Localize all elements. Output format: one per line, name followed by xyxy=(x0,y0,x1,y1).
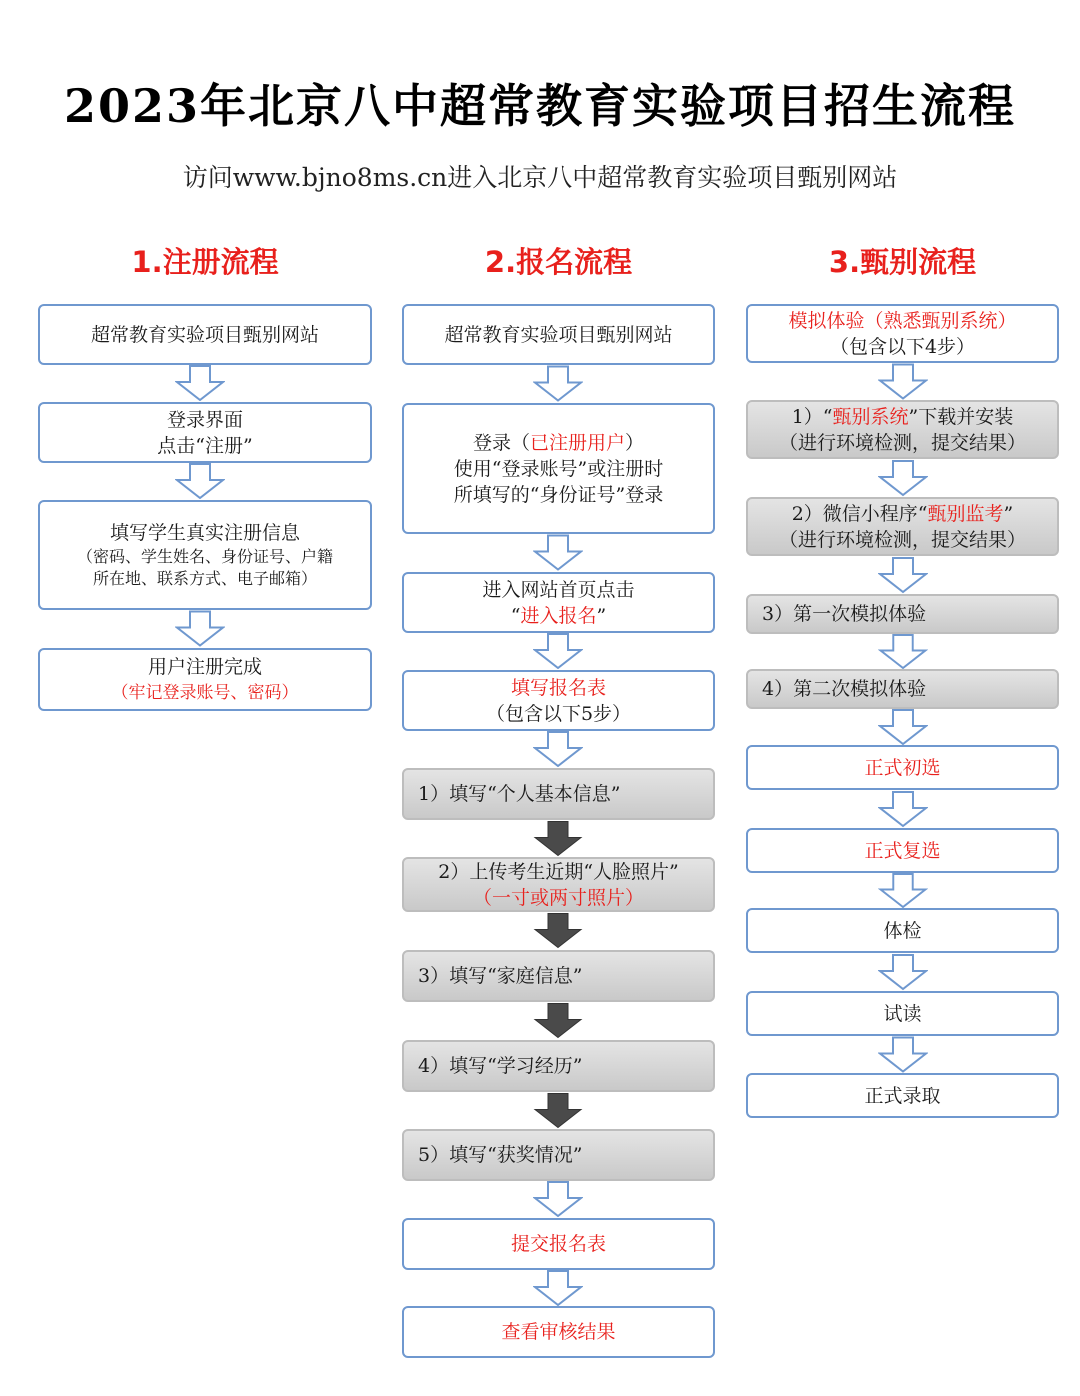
scr-step-second-selection xyxy=(746,828,1059,873)
scr-step-admission-text: 正式录取 xyxy=(864,1084,941,1107)
down-arrow-solid-icon xyxy=(533,912,583,949)
heading-screening: 3.甄别流程 xyxy=(828,245,977,279)
down-arrow-icon xyxy=(878,790,928,828)
page-title: 2023年北京八中超常教育实验项目招生流程 xyxy=(63,79,1017,133)
app-step-homepage-enter-registration: 进入报名 xyxy=(520,604,597,627)
down-arrow-icon xyxy=(878,363,928,400)
app-step-submit-text: 提交报名表 xyxy=(510,1233,606,1255)
app-step-homepage-quote-close: ” xyxy=(596,604,607,627)
page-subtitle: 访问www.bjno8ms.cn进入北京八中超常教育实验项目甄别网站 xyxy=(182,163,898,192)
down-arrow-icon xyxy=(533,633,583,669)
reg-step-fill-info-line2: （密码、学生姓名、身份证号、户籍 xyxy=(76,547,333,566)
app-step-submit xyxy=(402,1218,715,1270)
app-substep-2 xyxy=(402,857,715,912)
app-step-login-line3: 所填写的“身份证号”登录 xyxy=(453,483,664,506)
scr-substep-3 xyxy=(746,594,1059,634)
app-step-homepage xyxy=(402,572,715,633)
scr-substep-1-system: 甄别系统 xyxy=(832,405,909,428)
reg-step-fill-info-line1: 填写学生真实注册信息 xyxy=(109,522,300,544)
down-arrow-icon xyxy=(533,731,583,767)
app-substep-3 xyxy=(402,950,715,1002)
scr-step-initial-selection-text: 正式初选 xyxy=(864,756,941,779)
app-step-login xyxy=(402,403,715,534)
app-step-form xyxy=(402,670,715,731)
app-step-homepage-line2 xyxy=(511,603,606,629)
reg-step-login-line2: 点击“注册” xyxy=(157,434,253,457)
down-arrow-icon xyxy=(878,709,928,745)
down-arrow-icon xyxy=(175,610,225,647)
reg-step-complete-line1: 用户注册完成 xyxy=(147,655,262,678)
down-arrow-icon xyxy=(878,873,928,908)
reg-step-website-text: 超常教育实验项目甄别网站 xyxy=(90,323,319,346)
reg-step-complete xyxy=(38,648,372,711)
down-arrow-icon xyxy=(533,534,583,571)
app-step-form-line1: 填写报名表 xyxy=(510,676,606,699)
reg-step-fill-info-line3: 所在地、联系方式、电子邮箱） xyxy=(92,569,317,588)
reg-step-login xyxy=(38,402,372,463)
scr-substep-2-prefix: 2）微信小程序“ xyxy=(791,502,928,525)
scr-step-simulation-line2: （包含以下4步） xyxy=(829,335,976,358)
app-step-homepage-quote-open: “ xyxy=(510,604,521,627)
app-substep-3-text: 3）填写“家庭信息” xyxy=(418,965,583,987)
down-arrow-icon xyxy=(878,1036,928,1073)
down-arrow-icon xyxy=(878,459,928,497)
scr-substep-2-line2: （进行环境检测，提交结果） xyxy=(778,528,1026,551)
app-substep-2-line1: 2）上传考生近期“人脸照片” xyxy=(438,860,679,883)
scr-substep-3-text: 3）第一次模拟体验 xyxy=(762,603,927,625)
app-substep-1-text: 1）填写“个人基本信息” xyxy=(418,783,621,805)
scr-step-second-selection-text: 正式复选 xyxy=(864,839,941,862)
reg-step-complete-line2: （牢记登录账号、密码） xyxy=(111,682,299,703)
down-arrow-solid-icon xyxy=(533,1002,583,1039)
app-step-review-result-text: 查看审核结果 xyxy=(501,1321,616,1343)
app-step-login-line2: 使用“登录账号”或注册时 xyxy=(453,457,664,480)
scr-substep-1-line2: （进行环境检测，提交结果） xyxy=(778,431,1026,454)
scr-substep-2 xyxy=(746,497,1059,556)
scr-substep-1 xyxy=(746,400,1059,459)
app-step-login-registered-user: 已注册用户 xyxy=(529,431,625,454)
app-substep-1 xyxy=(402,768,715,820)
app-substep-2-line2: （一寸或两寸照片） xyxy=(472,886,644,909)
app-step-review-result xyxy=(402,1306,715,1358)
scr-step-initial-selection xyxy=(746,745,1059,790)
scr-substep-1-line1 xyxy=(792,404,1014,430)
scr-step-physical-exam-text: 体检 xyxy=(883,919,922,942)
down-arrow-icon xyxy=(878,953,928,991)
app-step-login-prefix: 登录（ xyxy=(472,431,530,454)
down-arrow-icon xyxy=(175,365,225,401)
down-arrow-icon xyxy=(533,1181,583,1217)
scr-substep-2-line1 xyxy=(792,501,1014,527)
scr-substep-1-suffix: ”下载并安装 xyxy=(908,405,1014,428)
reg-step-website xyxy=(38,304,372,365)
scr-step-simulation xyxy=(746,304,1059,363)
app-substep-5-text: 5）填写“获奖情况” xyxy=(418,1144,583,1166)
app-substep-4 xyxy=(402,1040,715,1092)
scr-substep-1-prefix: 1）“ xyxy=(791,405,833,428)
scr-substep-4-text: 4）第二次模拟体验 xyxy=(762,678,927,700)
scr-step-trial-study-text: 试读 xyxy=(883,1002,922,1025)
heading-application: 2.报名流程 xyxy=(484,245,633,279)
scr-substep-2-proctor: 甄别监考 xyxy=(927,502,1004,525)
app-step-website-text: 超常教育实验项目甄别网站 xyxy=(444,323,673,346)
app-step-website xyxy=(402,304,715,365)
scr-step-admission xyxy=(746,1073,1059,1118)
reg-step-fill-info xyxy=(38,500,372,610)
scr-substep-4 xyxy=(746,669,1059,709)
scr-step-simulation-line1: 模拟体验（熟悉甄别系统） xyxy=(788,309,1017,332)
reg-step-login-line1: 登录界面 xyxy=(166,408,243,431)
down-arrow-icon xyxy=(175,463,225,499)
app-step-form-line2: （包含以下5步） xyxy=(485,702,632,725)
scr-step-physical-exam xyxy=(746,908,1059,953)
down-arrow-solid-icon xyxy=(533,820,583,857)
app-step-homepage-line1: 进入网站首页点击 xyxy=(482,578,635,601)
scr-step-trial-study xyxy=(746,991,1059,1036)
down-arrow-icon xyxy=(533,365,583,402)
app-substep-4-text: 4）填写“学习经历” xyxy=(418,1055,583,1077)
down-arrow-icon xyxy=(878,634,928,669)
app-step-login-line1 xyxy=(473,430,644,456)
app-substep-5 xyxy=(402,1129,715,1181)
heading-registration: 1.注册流程 xyxy=(131,245,279,279)
scr-substep-2-suffix: ” xyxy=(1003,502,1014,525)
app-step-login-suffix: ） xyxy=(625,431,645,454)
down-arrow-solid-icon xyxy=(533,1092,583,1129)
down-arrow-icon xyxy=(878,556,928,594)
down-arrow-icon xyxy=(533,1270,583,1306)
